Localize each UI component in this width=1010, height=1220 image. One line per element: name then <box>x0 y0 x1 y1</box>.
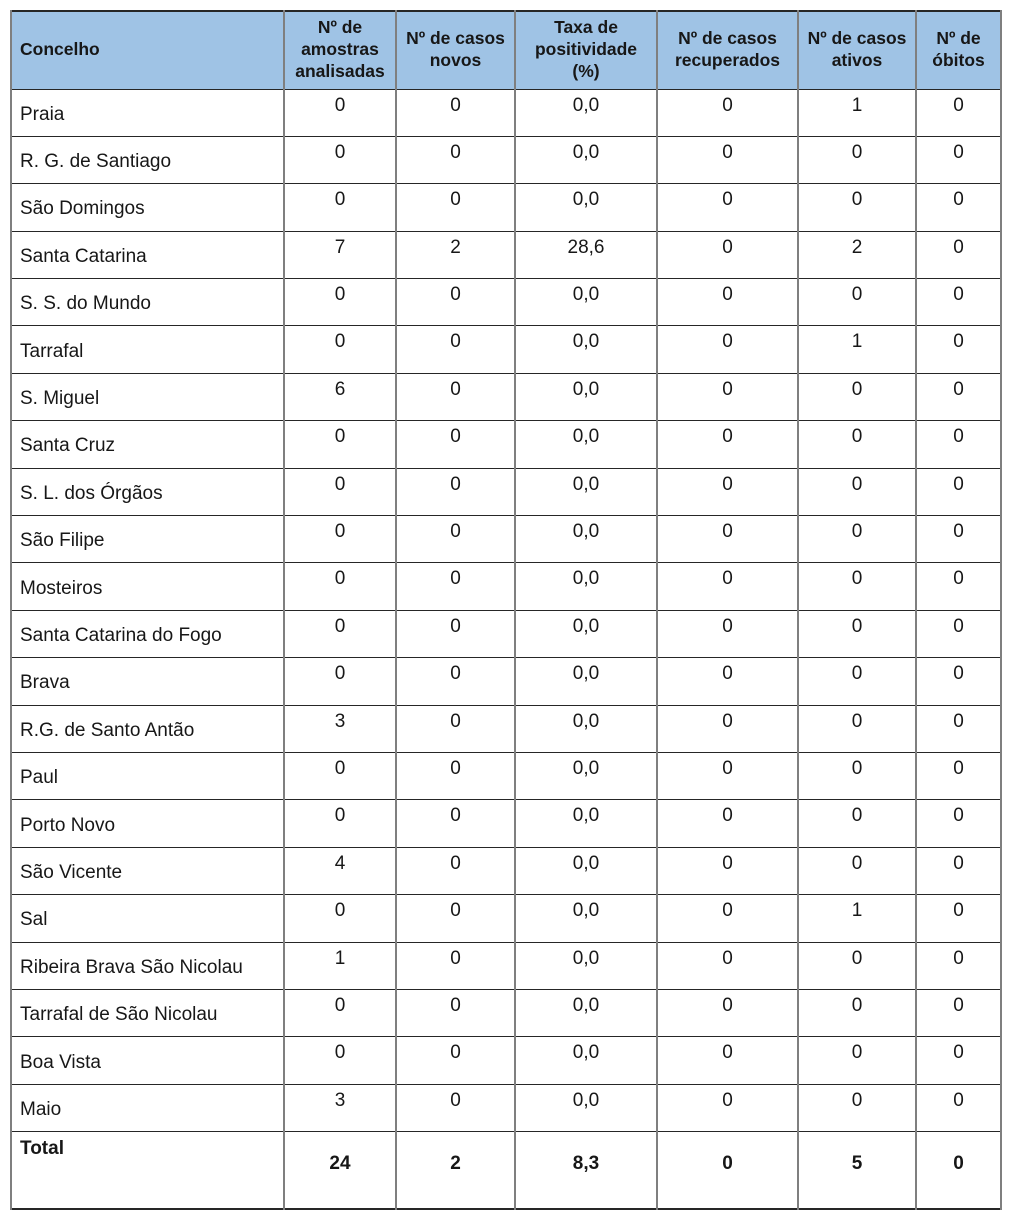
concelho-cell: Ribeira Brava São Nicolau <box>11 942 284 989</box>
obitos-cell: 0 <box>916 658 1001 705</box>
amostras-cell: 0 <box>284 516 396 563</box>
table-row <box>11 421 1001 468</box>
ativos-cell: 1 <box>798 895 916 942</box>
table-row <box>11 136 1001 183</box>
taxa-cell: 0,0 <box>515 326 657 373</box>
obitos-cell: 0 <box>916 326 1001 373</box>
concelho-cell: Santa Catarina <box>11 231 284 278</box>
concelho-cell: Sal <box>11 895 284 942</box>
recuperados-cell: 0 <box>657 847 798 894</box>
taxa-cell: 0,0 <box>515 279 657 326</box>
table-row <box>11 231 1001 278</box>
obitos-cell: 0 <box>916 184 1001 231</box>
total-obitos-cell: 0 <box>916 1132 1001 1209</box>
recuperados-cell: 0 <box>657 752 798 799</box>
table-row <box>11 1084 1001 1131</box>
concelho-cell: R. G. de Santiago <box>11 136 284 183</box>
total-taxa-cell: 8,3 <box>515 1132 657 1209</box>
table-row <box>11 326 1001 373</box>
ativos-cell: 0 <box>798 563 916 610</box>
column-header-casos-recuperados: Nº de casos recuperados <box>657 11 798 89</box>
total-ativos-cell: 5 <box>798 1132 916 1209</box>
ativos-cell: 0 <box>798 184 916 231</box>
taxa-cell: 28,6 <box>515 231 657 278</box>
obitos-cell: 0 <box>916 468 1001 515</box>
taxa-cell: 0,0 <box>515 89 657 136</box>
obitos-cell: 0 <box>916 279 1001 326</box>
table-row <box>11 989 1001 1036</box>
recuperados-cell: 0 <box>657 516 798 563</box>
ativos-cell: 1 <box>798 326 916 373</box>
casos-novos-cell: 0 <box>396 800 515 847</box>
amostras-cell: 0 <box>284 752 396 799</box>
table-row <box>11 563 1001 610</box>
casos-novos-cell: 0 <box>396 942 515 989</box>
amostras-cell: 0 <box>284 136 396 183</box>
amostras-cell: 0 <box>284 279 396 326</box>
concelho-cell: R.G. de Santo Antão <box>11 705 284 752</box>
concelho-cell: Praia <box>11 89 284 136</box>
taxa-cell: 0,0 <box>515 895 657 942</box>
ativos-cell: 0 <box>798 421 916 468</box>
concelho-cell: Brava <box>11 658 284 705</box>
table-row <box>11 610 1001 657</box>
table-row <box>11 658 1001 705</box>
recuperados-cell: 0 <box>657 705 798 752</box>
taxa-cell: 0,0 <box>515 610 657 657</box>
taxa-cell: 0,0 <box>515 800 657 847</box>
table-row <box>11 184 1001 231</box>
casos-novos-cell: 0 <box>396 516 515 563</box>
taxa-cell: 0,0 <box>515 658 657 705</box>
ativos-cell: 0 <box>798 516 916 563</box>
taxa-cell: 0,0 <box>515 373 657 420</box>
obitos-cell: 0 <box>916 989 1001 1036</box>
concelho-cell: Boa Vista <box>11 1037 284 1084</box>
recuperados-cell: 0 <box>657 184 798 231</box>
header-row <box>11 11 1001 89</box>
casos-novos-cell: 0 <box>396 989 515 1036</box>
amostras-cell: 0 <box>284 421 396 468</box>
casos-novos-cell: 0 <box>396 658 515 705</box>
amostras-cell: 0 <box>284 658 396 705</box>
recuperados-cell: 0 <box>657 89 798 136</box>
amostras-cell: 0 <box>284 326 396 373</box>
concelho-cell: Tarrafal <box>11 326 284 373</box>
casos-novos-cell: 0 <box>396 421 515 468</box>
ativos-cell: 0 <box>798 279 916 326</box>
amostras-cell: 1 <box>284 942 396 989</box>
taxa-cell: 0,0 <box>515 421 657 468</box>
concelho-cell: S. L. dos Órgãos <box>11 468 284 515</box>
taxa-cell: 0,0 <box>515 1037 657 1084</box>
table-footer <box>11 1132 1001 1209</box>
total-amostras-cell: 24 <box>284 1132 396 1209</box>
concelho-cell: São Vicente <box>11 847 284 894</box>
table-row <box>11 847 1001 894</box>
amostras-cell: 0 <box>284 563 396 610</box>
taxa-cell: 0,0 <box>515 989 657 1036</box>
total-recuperados-cell: 0 <box>657 1132 798 1209</box>
recuperados-cell: 0 <box>657 942 798 989</box>
obitos-cell: 0 <box>916 89 1001 136</box>
casos-novos-cell: 0 <box>396 847 515 894</box>
taxa-cell: 0,0 <box>515 516 657 563</box>
recuperados-cell: 0 <box>657 563 798 610</box>
ativos-cell: 0 <box>798 1084 916 1131</box>
ativos-cell: 0 <box>798 373 916 420</box>
recuperados-cell: 0 <box>657 279 798 326</box>
taxa-cell: 0,0 <box>515 136 657 183</box>
total-row <box>11 1132 1001 1209</box>
concelho-cell: S. S. do Mundo <box>11 279 284 326</box>
recuperados-cell: 0 <box>657 1084 798 1131</box>
taxa-cell: 0,0 <box>515 184 657 231</box>
taxa-cell: 0,0 <box>515 563 657 610</box>
recuperados-cell: 0 <box>657 1037 798 1084</box>
concelho-cell: São Filipe <box>11 516 284 563</box>
table-row <box>11 752 1001 799</box>
taxa-cell: 0,0 <box>515 752 657 799</box>
casos-novos-cell: 0 <box>396 373 515 420</box>
column-header-casos-ativos: Nº de casos ativos <box>798 11 916 89</box>
casos-novos-cell: 2 <box>396 231 515 278</box>
amostras-cell: 0 <box>284 1037 396 1084</box>
ativos-cell: 0 <box>798 658 916 705</box>
recuperados-cell: 0 <box>657 989 798 1036</box>
amostras-cell: 0 <box>284 895 396 942</box>
concelhos-covid-table <box>10 10 1002 1210</box>
table-row <box>11 942 1001 989</box>
column-header-obitos: Nº de óbitos <box>916 11 1001 89</box>
column-header-concelho: Concelho <box>11 11 284 89</box>
concelho-cell: Tarrafal de São Nicolau <box>11 989 284 1036</box>
total-label: Total <box>11 1132 284 1209</box>
taxa-cell: 0,0 <box>515 705 657 752</box>
recuperados-cell: 0 <box>657 136 798 183</box>
table-body <box>11 89 1001 1132</box>
table-row <box>11 705 1001 752</box>
casos-novos-cell: 0 <box>396 895 515 942</box>
casos-novos-cell: 0 <box>396 279 515 326</box>
concelho-cell: Maio <box>11 1084 284 1131</box>
obitos-cell: 0 <box>916 610 1001 657</box>
table-header <box>11 11 1001 89</box>
recuperados-cell: 0 <box>657 421 798 468</box>
table-row <box>11 895 1001 942</box>
obitos-cell: 0 <box>916 1084 1001 1131</box>
recuperados-cell: 0 <box>657 231 798 278</box>
casos-novos-cell: 0 <box>396 136 515 183</box>
obitos-cell: 0 <box>916 136 1001 183</box>
taxa-cell: 0,0 <box>515 468 657 515</box>
recuperados-cell: 0 <box>657 895 798 942</box>
concelho-cell: São Domingos <box>11 184 284 231</box>
casos-novos-cell: 0 <box>396 326 515 373</box>
taxa-cell: 0,0 <box>515 942 657 989</box>
amostras-cell: 4 <box>284 847 396 894</box>
ativos-cell: 2 <box>798 231 916 278</box>
obitos-cell: 0 <box>916 516 1001 563</box>
ativos-cell: 0 <box>798 610 916 657</box>
casos-novos-cell: 0 <box>396 705 515 752</box>
table-row <box>11 1037 1001 1084</box>
casos-novos-cell: 0 <box>396 184 515 231</box>
ativos-cell: 0 <box>798 752 916 799</box>
concelho-cell: S. Miguel <box>11 373 284 420</box>
amostras-cell: 3 <box>284 1084 396 1131</box>
amostras-cell: 6 <box>284 373 396 420</box>
casos-novos-cell: 0 <box>396 1084 515 1131</box>
table-row <box>11 373 1001 420</box>
casos-novos-cell: 0 <box>396 563 515 610</box>
obitos-cell: 0 <box>916 800 1001 847</box>
amostras-cell: 0 <box>284 800 396 847</box>
ativos-cell: 0 <box>798 847 916 894</box>
obitos-cell: 0 <box>916 231 1001 278</box>
ativos-cell: 0 <box>798 800 916 847</box>
ativos-cell: 0 <box>798 468 916 515</box>
ativos-cell: 0 <box>798 942 916 989</box>
table-row <box>11 516 1001 563</box>
recuperados-cell: 0 <box>657 610 798 657</box>
recuperados-cell: 0 <box>657 658 798 705</box>
ativos-cell: 0 <box>798 989 916 1036</box>
taxa-cell: 0,0 <box>515 1084 657 1131</box>
column-header-casos-novos: Nº de casos novos <box>396 11 515 89</box>
ativos-cell: 0 <box>798 136 916 183</box>
table-row <box>11 468 1001 515</box>
recuperados-cell: 0 <box>657 373 798 420</box>
obitos-cell: 0 <box>916 895 1001 942</box>
ativos-cell: 1 <box>798 89 916 136</box>
recuperados-cell: 0 <box>657 800 798 847</box>
casos-novos-cell: 0 <box>396 1037 515 1084</box>
amostras-cell: 0 <box>284 989 396 1036</box>
obitos-cell: 0 <box>916 421 1001 468</box>
obitos-cell: 0 <box>916 563 1001 610</box>
ativos-cell: 0 <box>798 1037 916 1084</box>
obitos-cell: 0 <box>916 373 1001 420</box>
amostras-cell: 7 <box>284 231 396 278</box>
obitos-cell: 0 <box>916 1037 1001 1084</box>
concelho-cell: Santa Catarina do Fogo <box>11 610 284 657</box>
amostras-cell: 0 <box>284 89 396 136</box>
obitos-cell: 0 <box>916 847 1001 894</box>
table-row <box>11 279 1001 326</box>
concelho-cell: Mosteiros <box>11 563 284 610</box>
concelho-cell: Paul <box>11 752 284 799</box>
casos-novos-cell: 0 <box>396 752 515 799</box>
obitos-cell: 0 <box>916 942 1001 989</box>
amostras-cell: 0 <box>284 184 396 231</box>
column-header-taxa-positividade: Taxa de positividade (%) <box>515 11 657 89</box>
obitos-cell: 0 <box>916 752 1001 799</box>
casos-novos-cell: 0 <box>396 468 515 515</box>
column-header-amostras-analisadas: Nº de amostras analisadas <box>284 11 396 89</box>
amostras-cell: 0 <box>284 610 396 657</box>
concelho-cell: Santa Cruz <box>11 421 284 468</box>
total-casos-novos-cell: 2 <box>396 1132 515 1209</box>
taxa-cell: 0,0 <box>515 847 657 894</box>
casos-novos-cell: 0 <box>396 89 515 136</box>
table-row <box>11 800 1001 847</box>
amostras-cell: 3 <box>284 705 396 752</box>
casos-novos-cell: 0 <box>396 610 515 657</box>
ativos-cell: 0 <box>798 705 916 752</box>
concelho-cell: Porto Novo <box>11 800 284 847</box>
table-row <box>11 89 1001 136</box>
recuperados-cell: 0 <box>657 468 798 515</box>
recuperados-cell: 0 <box>657 326 798 373</box>
amostras-cell: 0 <box>284 468 396 515</box>
obitos-cell: 0 <box>916 705 1001 752</box>
